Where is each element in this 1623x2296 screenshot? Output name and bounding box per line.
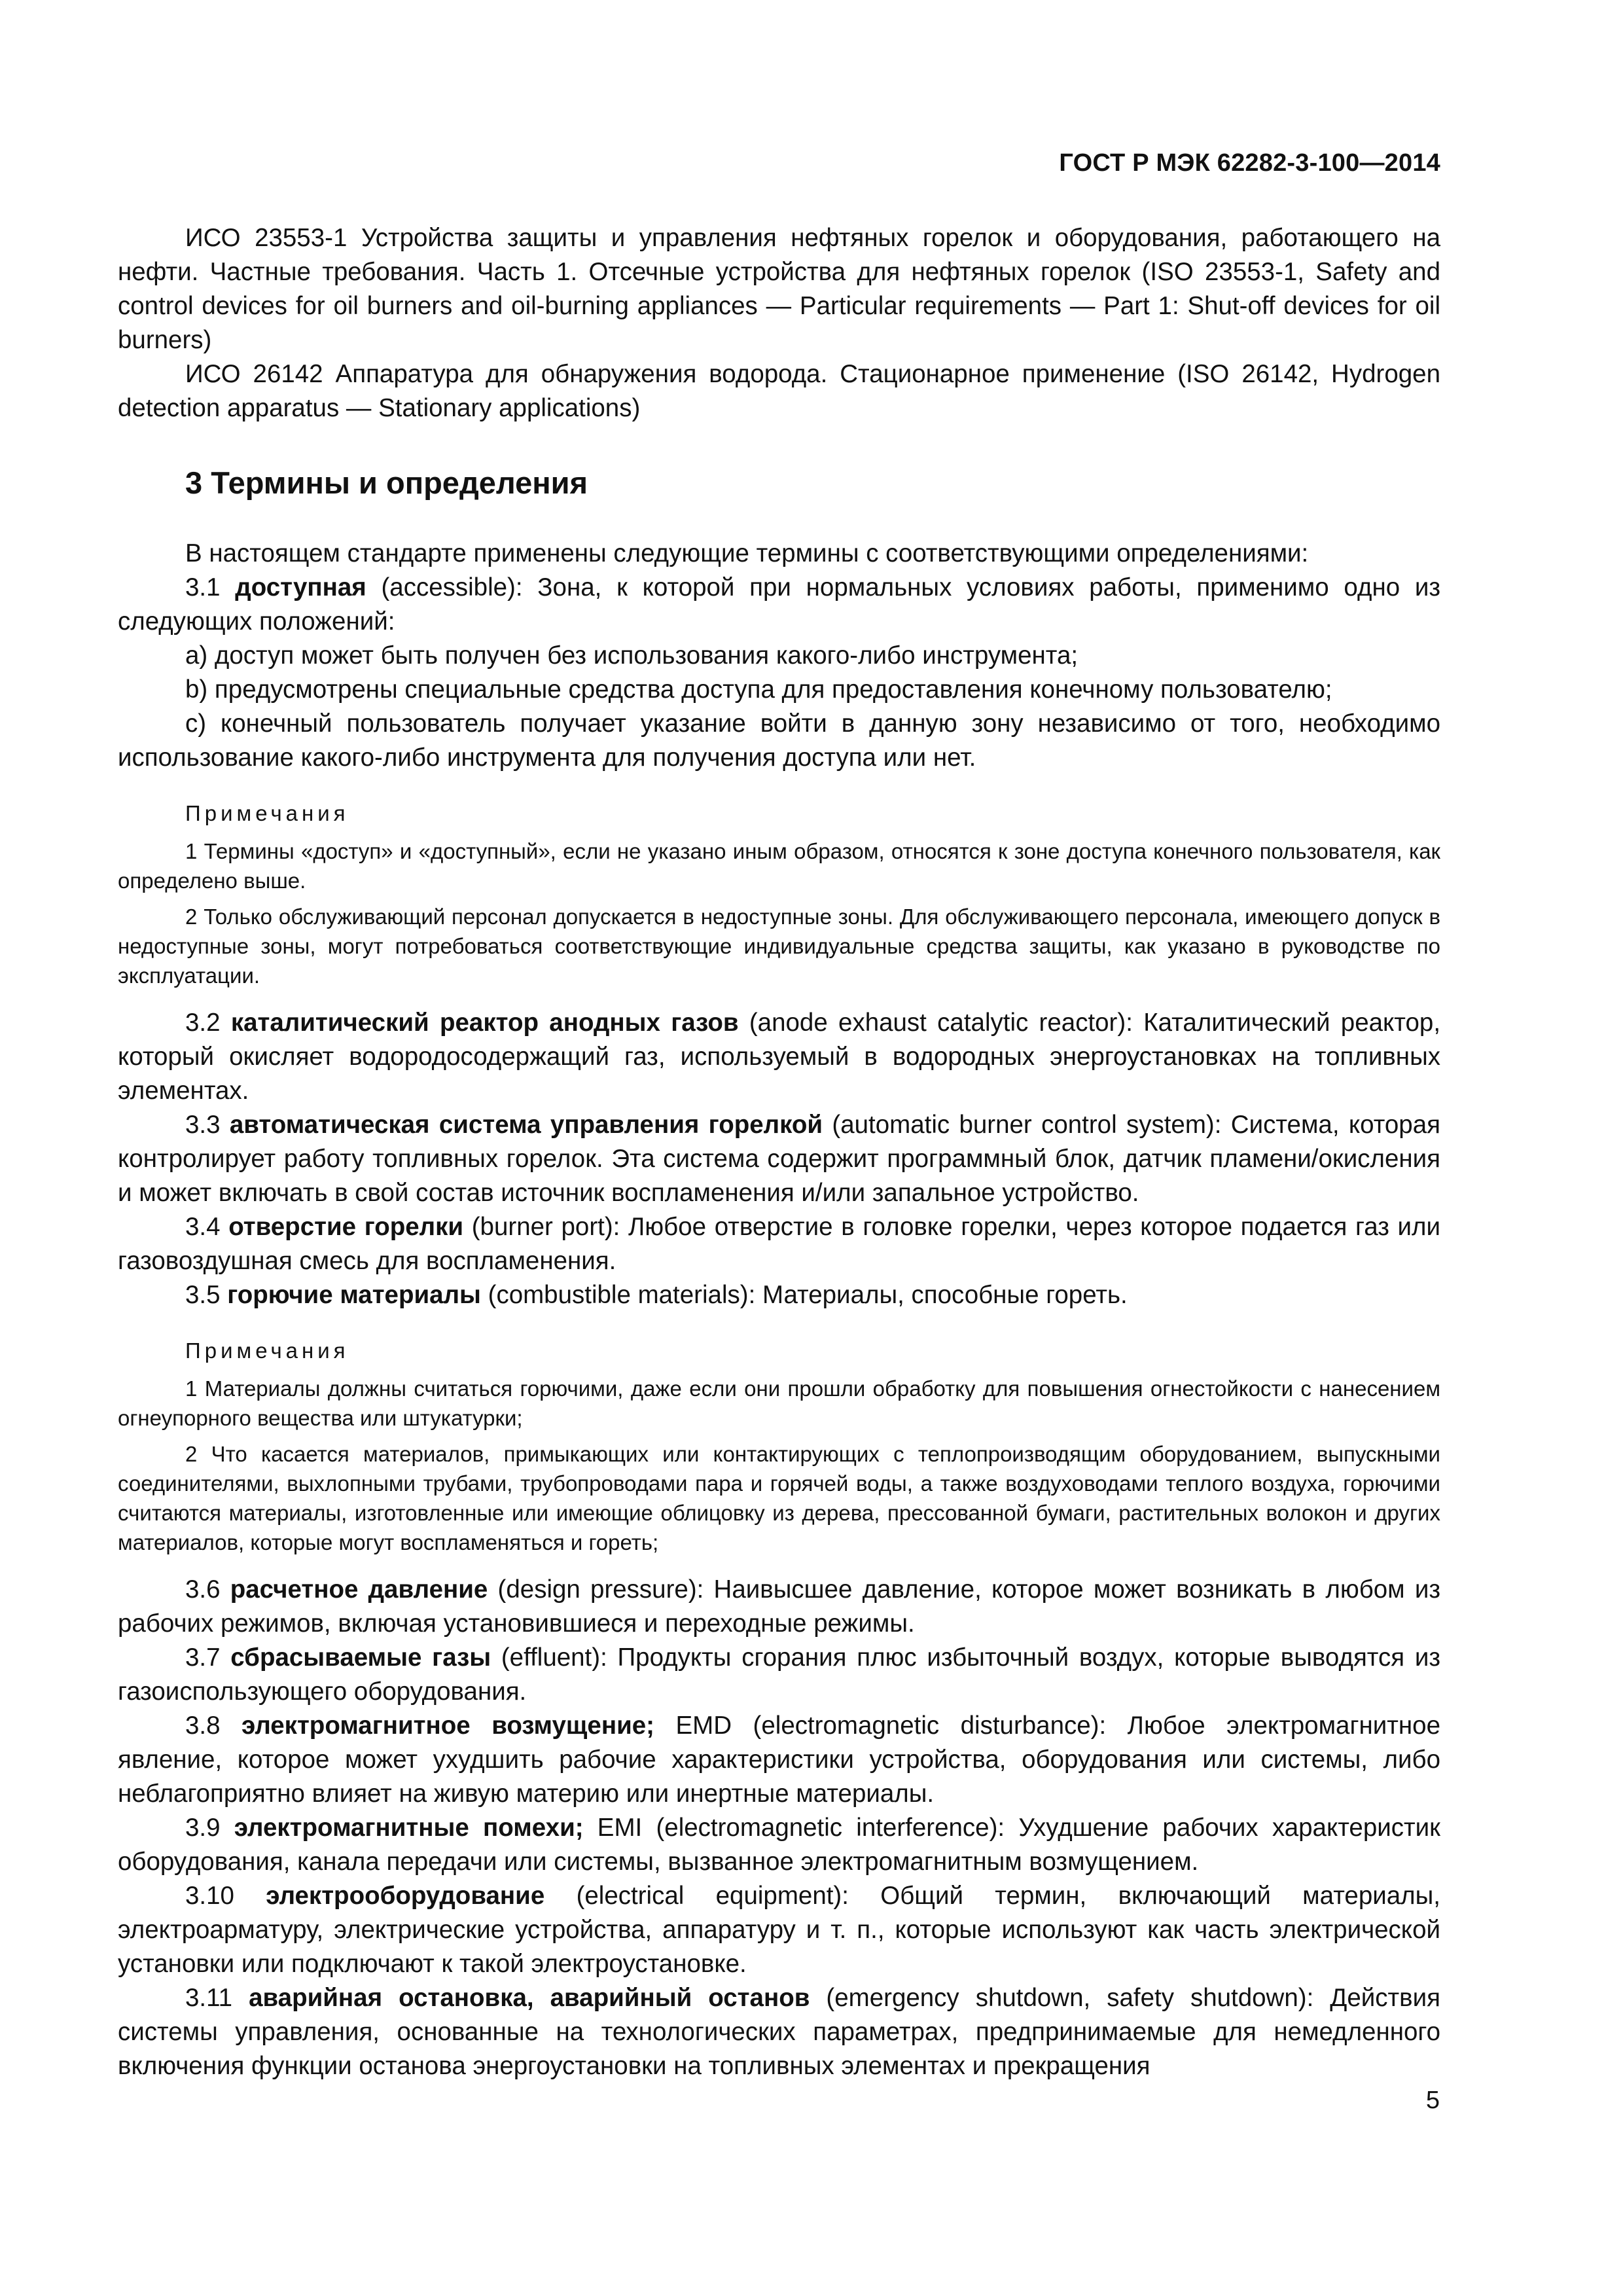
term-name: автоматическая система управления горелкой — [229, 1111, 823, 1139]
page-content — [118, 221, 1440, 2083]
term-name: электрооборудование — [266, 1882, 545, 1910]
term-3-8: 3.8 электромагнитное возмущение; EMD (electromagnetic disturbance): Любое электромагнитное явление, которое может ухудшить рабочие характеристики устройства, оборудования или системы, либо неблагоприятно влияет на живую материю или инертные материалы. — [118, 1712, 1440, 1808]
term-3-3: 3.3 автоматическая система управления горелкой (automatic burner control system): Система, которая контролирует работу топливных горелок. Эта система содержит программный блок, датчик пламени/окисления и может включать в свой состав источник воспламенения и/или запальное устройство. — [118, 1111, 1440, 1207]
reference-iso-26142: ИСО 26142 Аппаратура для обнаружения водорода. Стационарное применение (ISO 26142, Hydrogen detection apparatus — Stationary applications) — [118, 360, 1440, 422]
note-2: 2 Что касается материалов, примыкающих или контактирующих с теплопроизводящим оборудованием, выпускными соединителями, выхлопными трубами, трубопроводами пара и горячей воды, а также воздуховодами теплого воздуха, горючими считаются материалы, изготовленные или имеющие облицовку из дерева, прессованной бумаги, растительных волокон и других материалов, которые могут воспламеняться и гореть; — [118, 1442, 1440, 1554]
term-3-10: 3.10 электрооборудование (electrical equipment): Общий термин, включающий материалы, электроарматуру, электрические устройства, аппаратуру и т. п., которые используют как часть электрической установки или подключают к такой электроустановке. — [118, 1882, 1440, 1978]
page-number: 5 — [1425, 2087, 1440, 2114]
reference-iso-23553-1: ИСО 23553-1 Устройства защиты и управления нефтяных горелок и оборудования, работающего на нефти. Частные требования. Часть 1. Отсечные устройства для нефтяных горелок (ISO 23553-1, Safety and control devices for oil burners and oil-burning appliances — Particular requirements — Part 1: Shut-off devices for oil burners) — [118, 224, 1440, 354]
term-name: электромагнитное возмущение; — [241, 1712, 654, 1740]
section-intro: В настоящем стандарте применены следующие термины с соответствующими определениями: — [185, 539, 1309, 567]
section-title: 3 Термины и определения — [185, 465, 588, 500]
term-name: аварийная остановка, аварийный останов — [249, 1984, 810, 2012]
term-name: расчетное давление — [230, 1575, 488, 1604]
note-2: 2 Только обслуживающий персонал допускается в недоступные зоны. Для обслуживающего персонала, имеющего допуск в недоступные зоны, могут потребоваться соответствующие индивидуальные средства защиты, как указано в руководстве по эксплуатации. — [118, 905, 1440, 988]
term-3-6: 3.6 расчетное давление (design pressure): Наивысшее давление, которое может возникать в любом из рабочих режимов, включая установившиеся и переходные режимы. — [118, 1575, 1441, 1638]
term-3-1-item-b: b) предусмотрены специальные средства доступа для предоставления конечному пользователю; — [185, 675, 1332, 704]
term-3-5: 3.5 горючие материалы (combustible materials): Материалы, способные гореть. — [185, 1281, 1128, 1309]
term-name: каталитический реактор анодных газов — [230, 1009, 739, 1037]
note-1: 1 Термины «доступ» и «доступный», если не указано иным образом, относятся к зоне доступа конечного пользователя, как определено выше. — [118, 839, 1440, 893]
note-1: 1 Материалы должны считаться горючими, даже если они прошли обработку для повышения огнестойкости с нанесением огнеупорного вещества или штукатурки; — [118, 1376, 1440, 1430]
term-3-9: 3.9 электромагнитные помехи; EMI (electromagnetic interference): Ухудшение рабочих характеристик оборудования, канала передачи или системы, вызванное электромагнитным возмущением. — [118, 1814, 1440, 1876]
term-3-1: 3.1 доступная (accessible): Зона, к которой при нормальных условиях работы, применимо одно из следующих положений: — [118, 573, 1441, 636]
term-name: доступная — [235, 573, 366, 601]
notes-heading: Примечания — [185, 1338, 349, 1363]
term-name: горючие материалы — [227, 1281, 481, 1309]
notes-heading: Примечания — [185, 801, 349, 825]
term-3-2: 3.2 каталитический реактор анодных газов (anode exhaust catalytic reactor): Каталитический реактор, который окисляет водородосодержащий газ, используемый в водородных энергоустановках на топливных элементах. — [118, 1009, 1441, 1105]
term-name: сбрасываемые газы — [230, 1643, 491, 1672]
term-3-4: 3.4 отверстие горелки (burner port): Любое отверстие в головке горелки, через которое подается газ или газовоздушная смесь для воспламенения. — [118, 1213, 1440, 1275]
term-3-1-item-a: a) доступ может быть получен без использования какого-либо инструмента; — [185, 641, 1079, 670]
term-name: электромагнитные помехи; — [234, 1814, 584, 1842]
term-3-11: 3.11 аварийная остановка, аварийный останов (emergency shutdown, safety shutdown): Действия системы управления, основанные на технологических параметрах, предпринимаемые для немедленного включения функции останова энергоустановки на топливных элементах и прекращения — [118, 1984, 1440, 2080]
term-name: отверстие горелки — [228, 1213, 464, 1241]
document-header: ГОСТ Р МЭК 62282-3-100—2014 — [1059, 149, 1440, 177]
term-3-1-item-c: c) конечный пользователь получает указание войти в данную зону независимо от того, необходимо использование какого-либо инструмента для получения доступа или нет. — [118, 709, 1440, 772]
term-3-7: 3.7 сбрасываемые газы (effluent): Продукты сгорания плюс избыточный воздух, которые выводятся из газоиспользующего оборудования. — [118, 1643, 1440, 1706]
